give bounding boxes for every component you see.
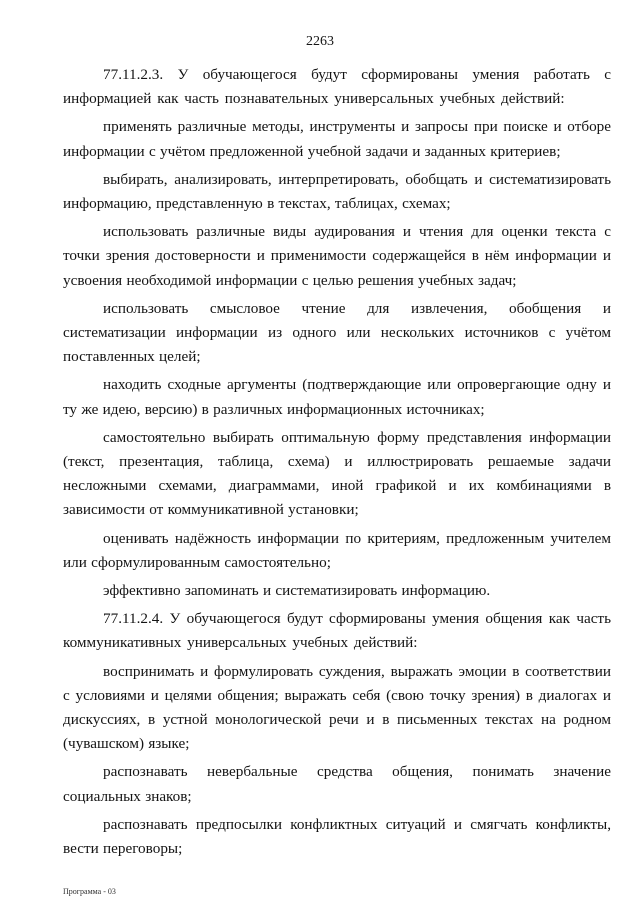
list-item: эффективно запоминать и систематизировать информацию.: [103, 582, 491, 600]
footer-label: Программа - 03: [63, 887, 116, 896]
list-item: оценивать надёжность информации по критериям, предложенным учителем или сформулированным самостоятельно;: [63, 529, 611, 571]
list-item: применять различные методы, инструменты и запросы при поиске и отборе информации с учётом предложенной учебной задачи и заданных критериев;: [63, 118, 611, 160]
section-heading-77-11-2-3: 77.11.2.3. У обучающегося будут сформированы умения работать с информацией как часть познавательных универсальных учебных действий:: [63, 66, 611, 108]
section-heading-77-11-2-4: 77.11.2.4. У обучающегося будут сформированы умения общения как часть коммуникативных универсальных учебных действий:: [63, 610, 611, 652]
list-item: распознавать предпосылки конфликтных ситуаций и смягчать конфликты, вести переговоры;: [63, 815, 611, 858]
page-number: 2263: [306, 34, 334, 49]
list-item: выбирать, анализировать, интерпретировать, обобщать и систематизировать информацию, представленную в текстах, таблицах, схемах;: [63, 170, 611, 213]
list-item: самостоятельно выбирать оптимальную форму представления информации (текст, презентация, таблица, схема) и иллюстрировать решаемые задачи несложными схемами, диаграммами, иной графикой и их комбинациями в зависимости от коммуникативной установки;: [63, 428, 611, 519]
list-item: использовать смысловое чтение для извлечения, обобщения и систематизации информации из одного или нескольких источников с учётом поставленных целей;: [63, 299, 611, 366]
list-item: воспринимать и формулировать суждения, выражать эмоции в соответствии с условиями и целями общения; выражать себя (свою точку зрения) в диалогах и дискуссиях, в устной монологической речи и в письменных текстах на родном (чувашском) языке;: [63, 662, 611, 753]
list-item: распознавать невербальные средства общения, понимать значение социальных знаков;: [63, 763, 611, 805]
list-item: находить сходные аргументы (подтверждающие или опровергающие одну и ту же идею, версию) в различных информационных источниках;: [63, 376, 611, 418]
list-item: использовать различные виды аудирования и чтения для оценки текста с точки зрения достоверности и применимости содержащейся в нём информации и усвоения необходимой информации с целью решения учебных задач;: [63, 223, 611, 289]
document-body: [63, 63, 611, 865]
